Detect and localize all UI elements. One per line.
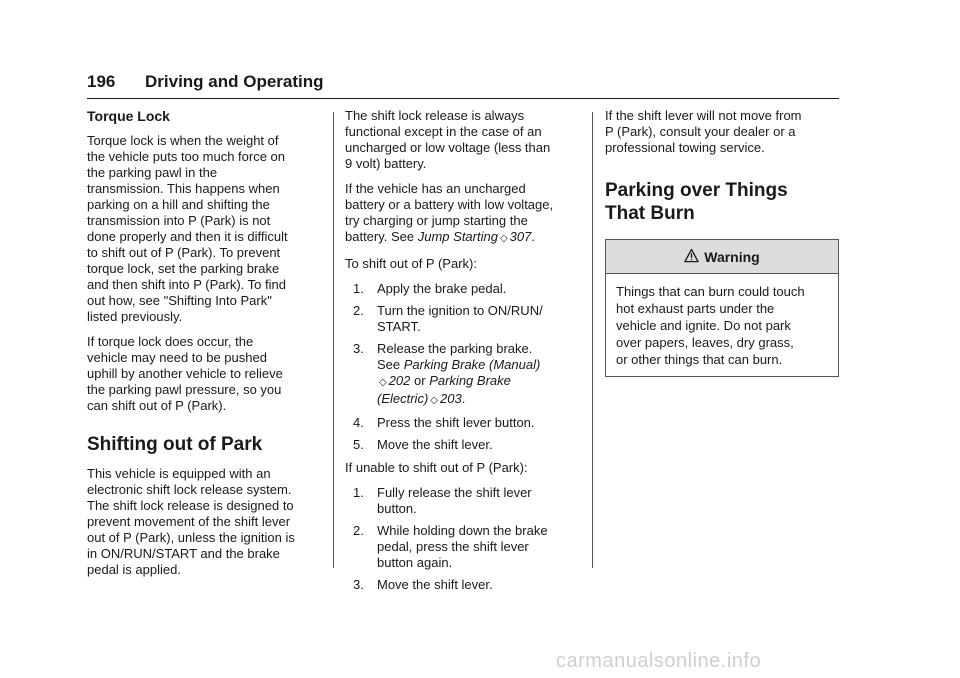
step-number: 1.: [353, 485, 364, 500]
parking-brake-manual-link[interactable]: Parking Brake (Manual): [403, 357, 541, 372]
text-line: [345, 229, 581, 247]
warning-body: [606, 274, 838, 376]
page-ref-arrow-icon: ◇: [499, 233, 508, 244]
step-number: 3.: [353, 577, 364, 592]
text-line: If the vehicle has an uncharged: [345, 181, 526, 196]
step-number: 4.: [353, 415, 364, 430]
text-line: The shift lock release is designed to: [87, 498, 294, 513]
text-line: If the shift lever will not move from: [605, 108, 802, 123]
text-line: transmission. This happens when: [87, 181, 280, 196]
text-line: out of P (Park), unless the ignition is: [87, 530, 295, 545]
text-line: functional except in the case of an: [345, 124, 542, 139]
parking-brake-electric-link[interactable]: Parking Brake: [429, 373, 511, 388]
parking-brake-electric-link-cont[interactable]: (Electric): [377, 391, 429, 406]
text-line: and then shift into P (Park). To find: [87, 277, 286, 292]
text-line: electronic shift lock release system.: [87, 482, 292, 497]
page-ref-arrow-icon: ◇: [379, 377, 387, 388]
step-number: 3.: [353, 341, 364, 356]
shift-out-intro: To shift out of P (Park):: [345, 256, 477, 271]
list-item: [345, 577, 581, 593]
step-number: 1.: [353, 281, 364, 296]
text-line: If torque lock does occur, the: [87, 334, 254, 349]
text-line: out how, see "Shifting Into Park": [87, 293, 272, 308]
text-line: or other things that can burn.: [616, 352, 783, 367]
step-text: Fully release the shift lever: [377, 485, 532, 500]
step-text: button.: [377, 501, 417, 516]
text-line: pedal is applied.: [87, 562, 181, 577]
text-line: vehicle may need to be pushed: [87, 350, 267, 365]
shifting-out-of-park-heading: Shifting out of Park: [87, 434, 263, 455]
text-fragment: See: [377, 357, 404, 372]
list-item: [345, 523, 581, 571]
step-number: 2.: [353, 303, 364, 318]
text-line: done properly and then it is difficult: [87, 229, 288, 244]
text-line: the vehicle puts too much force on: [87, 149, 286, 164]
unable-to-shift-steps: [345, 485, 581, 593]
shift-out-steps: [345, 281, 581, 453]
unable-to-shift-intro: If unable to shift out of P (Park):: [345, 460, 528, 475]
column-divider-2: [592, 112, 593, 568]
step-number: 5.: [353, 437, 364, 452]
warning-triangle-icon: [684, 248, 699, 265]
step-text: [377, 357, 581, 373]
section-title: Driving and Operating: [145, 72, 324, 91]
text-line: P (Park), consult your dealer or a: [605, 124, 796, 139]
text-line: try charging or jump starting the: [345, 213, 528, 228]
text-line: 9 volt) battery.: [345, 156, 427, 171]
text-fragment: battery. See: [345, 229, 418, 244]
text-line: in ON/RUN/START and the brake: [87, 546, 280, 561]
list-item: [345, 485, 581, 517]
torque-lock-heading: Torque Lock: [87, 108, 170, 124]
warning-box: [605, 239, 839, 377]
step-text: Move the shift lever.: [377, 577, 493, 592]
warning-header: [606, 240, 838, 274]
step-text: Apply the brake pedal.: [377, 281, 507, 296]
text-fragment: .: [461, 391, 466, 406]
column-2: [345, 108, 581, 600]
shift-lock-functional-paragraph: [345, 108, 581, 172]
page-header: [87, 70, 839, 99]
towing-service-paragraph: [605, 108, 841, 156]
step-text: Turn the ignition to ON/RUN/: [377, 303, 543, 318]
list-item: [345, 281, 581, 297]
warning-title: Warning: [704, 248, 760, 265]
text-line: professional towing service.: [605, 140, 765, 155]
heading-line: Parking over Things: [605, 180, 788, 201]
text-line: battery or a battery with low voltage,: [345, 197, 554, 212]
step-text: button again.: [377, 555, 453, 570]
list-item: [345, 341, 581, 409]
text-line: listed previously.: [87, 309, 183, 324]
torque-lock-occurs-paragraph: [87, 334, 325, 414]
list-item: [345, 415, 581, 431]
text-line: uncharged or low voltage (less than: [345, 140, 551, 155]
page-ref-307[interactable]: 307: [509, 229, 532, 244]
text-line: over papers, leaves, dry grass,: [616, 335, 794, 350]
text-line: to shift out of P (Park). To prevent: [87, 245, 281, 260]
page-ref-203[interactable]: 203: [439, 391, 462, 406]
column-3: [605, 108, 841, 377]
text-line: vehicle and ignite. Do not park: [616, 318, 791, 333]
torque-lock-paragraph: [87, 133, 325, 325]
text-line: transmission into P (Park) is not: [87, 213, 271, 228]
step-number: 2.: [353, 523, 364, 538]
step-text: [377, 391, 581, 409]
watermark: carmanualsonline.info: [556, 650, 762, 672]
uncharged-battery-paragraph: [345, 181, 581, 247]
text-line: can shift out of P (Park).: [87, 398, 227, 413]
step-text: Press the shift lever button.: [377, 415, 535, 430]
text-line: the parking pawl in the: [87, 165, 218, 180]
list-item: [345, 303, 581, 335]
text-line: This vehicle is equipped with an: [87, 466, 271, 481]
step-text: While holding down the brake: [377, 523, 548, 538]
text-fragment: or: [410, 373, 430, 388]
shift-lock-paragraph: [87, 466, 325, 578]
column-divider-1: [333, 112, 334, 568]
column-1: [87, 108, 325, 587]
text-line: uphill by another vehicle to relieve: [87, 366, 283, 381]
step-text: Move the shift lever.: [377, 437, 493, 452]
text-line: the parking pawl pressure, so you: [87, 382, 282, 397]
jump-starting-link[interactable]: Jump Starting: [417, 229, 498, 244]
step-text: [377, 373, 581, 391]
text-line: parking on a hill and shifting the: [87, 197, 270, 212]
heading-line: That Burn: [605, 203, 695, 224]
page-ref-arrow-icon: ◇: [430, 395, 438, 406]
list-item: [345, 437, 581, 453]
text-line: hot exhaust parts under the: [616, 301, 775, 316]
step-text: pedal, press the shift lever: [377, 539, 529, 554]
step-text: START.: [377, 319, 421, 334]
text-line: Things that can burn could touch: [616, 284, 805, 299]
text-line: torque lock, set the parking brake: [87, 261, 280, 276]
page-number: 196: [87, 72, 116, 91]
step-text: Release the parking brake.: [377, 341, 533, 356]
text-line: prevent movement of the shift lever: [87, 514, 291, 529]
text-line: Torque lock is when the weight of: [87, 133, 279, 148]
parking-over-things-heading: [605, 179, 841, 225]
page-ref-202[interactable]: 202: [388, 373, 411, 388]
text-fragment: .: [531, 229, 535, 244]
text-line: The shift lock release is always: [345, 108, 525, 123]
